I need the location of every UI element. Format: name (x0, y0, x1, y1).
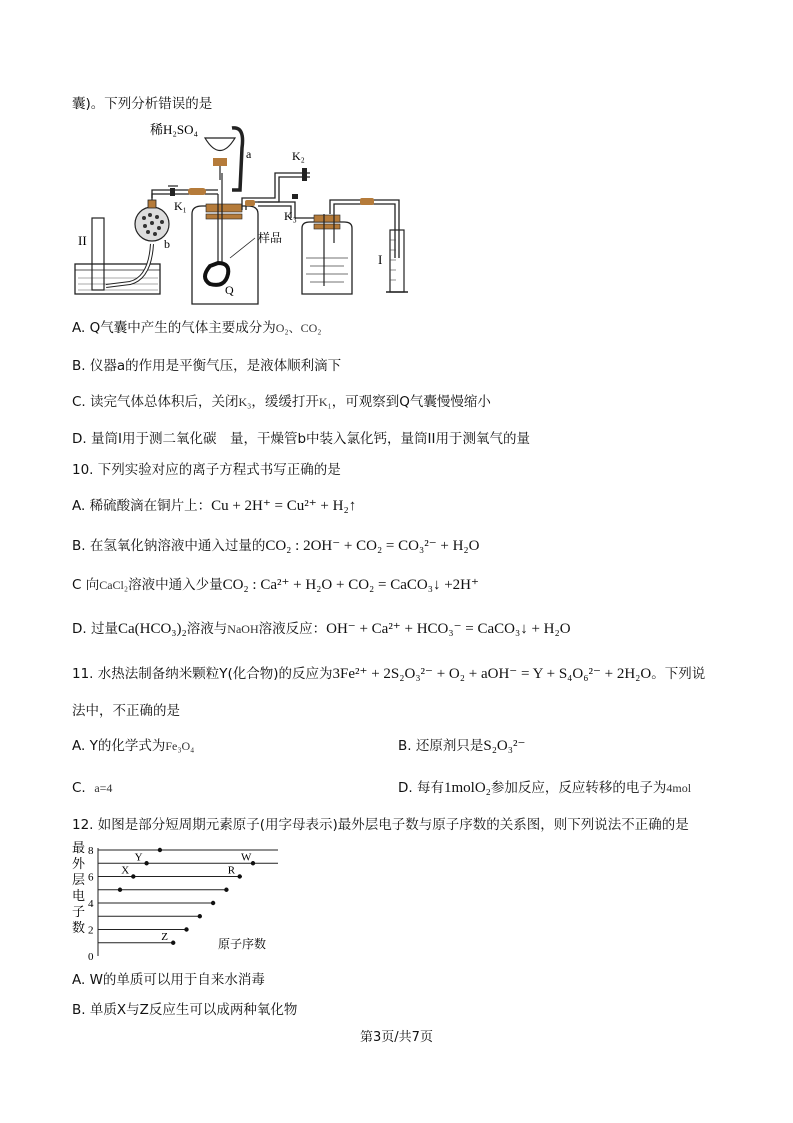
chart-point (144, 861, 148, 865)
chart-point (224, 888, 228, 892)
q9-option-c: C. 读完气体总体积后，关闭K₃，缓缓打开K₁，可观察到Q气囊慢慢缩小 (72, 394, 491, 410)
q9-option-b: B. 仪器a的作用是平衡气压，是液体顺利滴下 (72, 358, 342, 374)
chart-xlabel: 原子序数 (218, 937, 267, 951)
chart-point (198, 914, 202, 918)
q12-option-a: A. W的单质可以用于自来水消毒 (72, 972, 265, 988)
chart-point-label: R (227, 864, 236, 877)
chart-tick-label: 4 (88, 898, 94, 910)
chart-point (211, 901, 215, 905)
q9-intro: 囊)。下列分析错误的是 (72, 96, 213, 112)
chart-point (171, 941, 175, 945)
q11-option-d: D. 每有1molO₂参加反应，反应转移的电子为4mol (398, 780, 692, 796)
svg-text:b: b (164, 237, 170, 251)
chart-point-label: X (121, 864, 130, 877)
chart-ylabel-char: 子 (72, 904, 86, 919)
q11-stem: 11. 水热法制备纳米颗粒Y(化合物)的反应为3Fe²⁺ + 2S₂O₃²⁻ + O₂ + aOH⁻ = Y + S₄O₆²⁻ + 2H₂O。下列说 (72, 666, 706, 682)
chart-ylabel-char: 数 (72, 920, 86, 935)
svg-text:I: I (378, 252, 383, 267)
svg-text:K₃: K₃ (284, 209, 297, 223)
q10-option-b: B. 在氢氧化钠溶液中通入过量的CO₂ : 2OH⁻ + CO₂ = CO₃²⁻ + H₂O (72, 538, 480, 554)
svg-text:K₁: K₁ (174, 199, 187, 213)
page-footer: 第3页/共7页 (360, 1030, 433, 1045)
q10-stem: 10. 下列实验对应的离子方程式书写正确的是 (72, 462, 341, 478)
q12-stem: 12. 如图是部分短周期元素原子(用字母表示)最外层电子数与原子序数的关系图，则下列说法不正确的是 (72, 817, 689, 833)
svg-text:Q: Q (225, 283, 234, 297)
chart-point-label: W (241, 851, 252, 864)
chart-point (184, 927, 188, 931)
q11-option-b: B. 还原剂只是S₂O₃²⁻ (398, 738, 526, 754)
chart-point (238, 874, 242, 878)
q12-option-b: B. 单质X与Z反应生可以成两种氧化物 (72, 1002, 298, 1018)
chart-tick-label: 0 (88, 951, 94, 963)
chart-point-label: Z (161, 930, 168, 943)
chart-point (251, 861, 255, 865)
q10-option-c: C 向CaCl₂溶液中通入少量CO₂ : Ca²⁺ + H₂O + CO₂ = CaCO₃↓ +2H⁺ (72, 577, 479, 593)
svg-text:K₂: K₂ (292, 149, 305, 163)
chart-ylabel-char: 最 (72, 840, 86, 855)
svg-text:样品: 样品 (258, 231, 283, 245)
chart-tick-label: 8 (88, 845, 94, 857)
q10-option-d: D. 过量Ca(HCO₃)₂溶液与NaOH溶液反应：OH⁻ + Ca²⁺ + HCO₃⁻ = CaCO₃↓ + H₂O (72, 621, 571, 637)
chart-point (118, 888, 122, 892)
chart-point-label: Y (134, 851, 143, 864)
q11-stem-line2: 法中，不正确的是 (72, 703, 180, 719)
chart-ylabel-char: 层 (72, 872, 86, 887)
chart-tick-label: 6 (88, 871, 94, 884)
svg-text:稀H₂SO₄: 稀H₂SO₄ (150, 122, 199, 137)
q9-option-a: A. Q气囊中产生的气体主要成分为O₂、CO₂ (72, 320, 322, 336)
svg-text:II: II (78, 233, 87, 248)
chart-ylabel (72, 840, 86, 935)
chart-ylabel-char: 外 (72, 856, 86, 871)
apparatus-diagram (70, 118, 430, 308)
q9-option-d: D. 量筒I用于测二氧化碳 量，干燥管b中装入氯化钙，量筒II用于测氧气的量 (72, 431, 530, 447)
chart-tick-label: 2 (88, 924, 94, 937)
q10-option-a: A. 稀硫酸滴在铜片上：Cu + 2H⁺ = Cu²⁺ + H₂↑ (72, 498, 357, 514)
svg-text:a: a (246, 147, 252, 161)
chart-ylabel-char: 电 (72, 888, 86, 903)
q11-option-a: A. Y的化学式为Fe₃O₄ (72, 738, 195, 754)
chart-point (131, 874, 135, 878)
q11-option-c: C. a=4 (72, 780, 113, 796)
chart-point (158, 848, 162, 852)
outer-electron-chart (68, 838, 288, 966)
